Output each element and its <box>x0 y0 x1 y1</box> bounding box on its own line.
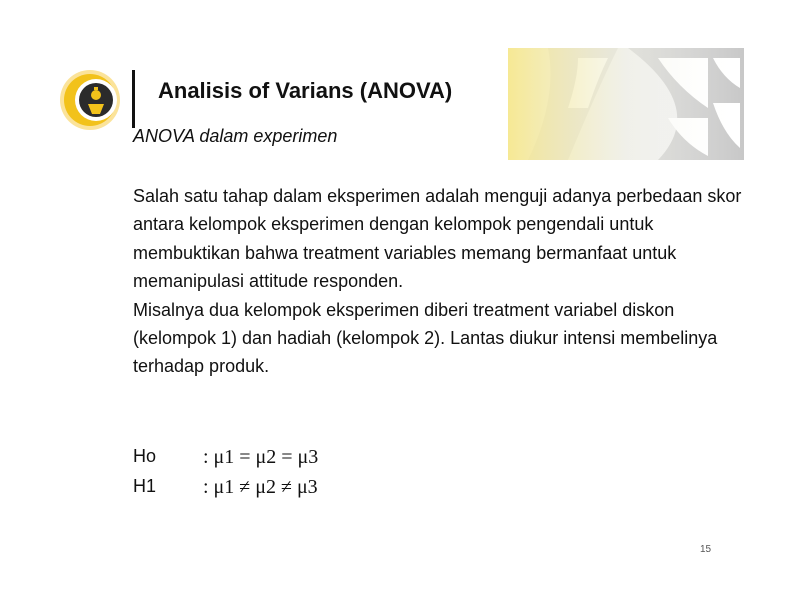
university-logo-icon <box>58 68 122 132</box>
body-paragraph: Salah satu tahap dalam eksperimen adalah menguji adanya perbedaan skor antara kelompok eksperimen dengan kelompok pengendali untuk membuktikan bahwa treatment variables memang bermanfaat untuk memanipulasi attitude responden. <box>133 186 742 292</box>
slide-title: Analisis of Varians (ANOVA) <box>158 78 453 103</box>
title-divider <box>132 70 135 128</box>
body-paragraph: Misalnya dua kelompok eksperimen diberi treatment variabel diskon (kelompok 1) dan hadiah (kelompok 2). Lantas diukur intensi membelinya terhadap produk. <box>133 299 718 377</box>
hypothesis-expression: : μ1 ≠ μ2 ≠ μ3 <box>203 476 318 498</box>
slide-body <box>133 182 743 381</box>
hypothesis-label: H1 <box>133 476 157 496</box>
page-number: 15 <box>700 544 712 555</box>
hypothesis-label: Ho <box>133 446 157 466</box>
slide-subtitle: ANOVA dalam experimen <box>133 126 338 146</box>
geometric-pattern-decoration <box>508 48 744 160</box>
hypothesis-expression: : μ1 = μ2 = μ3 <box>203 446 319 468</box>
